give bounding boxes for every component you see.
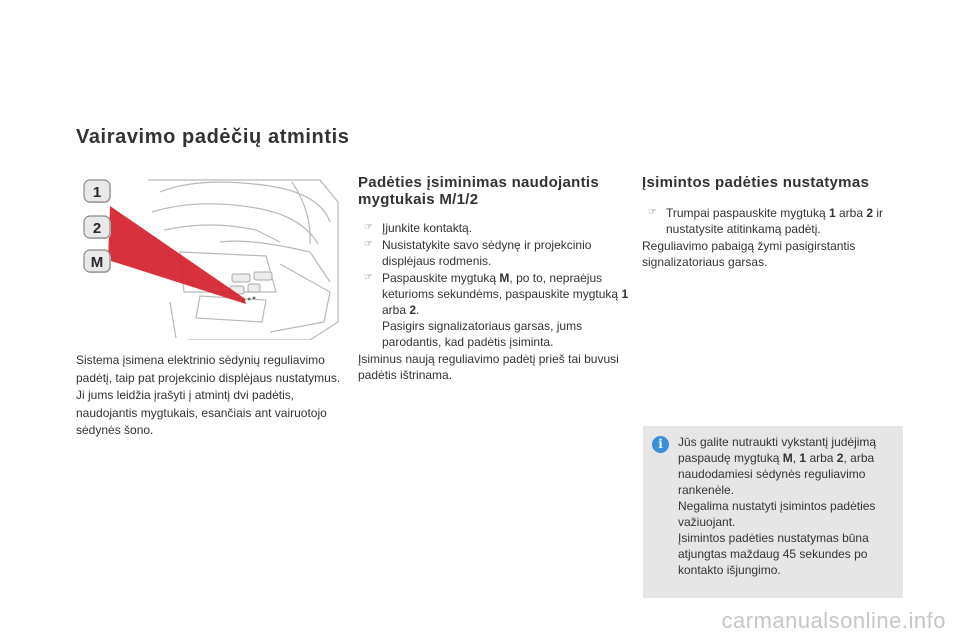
bullet-arrow-icon: ☞ <box>364 222 373 233</box>
recall-step-1: ☞ Trumpai paspauskite mygtuką 1 arba 2 ir nustatysite atitinkamą padėtį. <box>648 206 884 236</box>
button-1-label: 1 <box>92 184 102 201</box>
button-m-label: M <box>90 254 104 271</box>
save-section-note: Įsiminus naują reguliavimo padėtį prieš tai buvusi padėtis ištrinama. <box>358 352 619 382</box>
info-paragraph-1: Jūs galite nutraukti vykstantį judėjimą paspaudę mygtuką M, 1 arba 2, arba naudodamiesi sėdynės reguliavimo rankenėle. <box>678 435 877 497</box>
info-box <box>643 426 903 598</box>
bullet-arrow-icon: ☞ <box>364 239 373 250</box>
page-title: Vairavimo padėčių atmintis <box>76 126 350 148</box>
watermark: carmanualsonline.info <box>721 608 946 633</box>
info-paragraph-3: Įsimintos padėties nustatymas būna atjungtas maždaug 45 sekundes po kontakto išjungimo. <box>678 531 869 577</box>
save-step-2: ☞ Nusistatykite savo sėdynę ir projekcinio displėjaus rodmenis. <box>364 238 592 268</box>
save-step-3: ☞ Paspauskite mygtuką M, po to, nepraėjus keturioms sekundėms, paspauskite mygtuką 1 arba 2. Pasigirs signalizatoriaus garsas, jums parodantis, kad padėtis įsiminta. <box>364 271 629 349</box>
info-paragraph-2: Negalima nustatyti įsimintos padėties važiuojant. <box>678 499 876 529</box>
recall-section-note: Reguliavimo pabaigą žymi pasigirstantis signalizatoriaus garsas. <box>642 239 856 269</box>
info-text <box>678 434 896 578</box>
recall-position-section <box>642 174 907 270</box>
recall-section-heading: Įsimintos padėties nustatymas <box>642 174 870 191</box>
save-section-heading: Padėties įsiminimas naudojantis mygtukais M/1/2 <box>358 174 600 208</box>
button-2-label: 2 <box>92 220 102 237</box>
save-step-1: ☞ Įjunkite kontaktą. <box>364 221 473 235</box>
seat-memory-illustration <box>80 172 342 340</box>
info-icon: i <box>652 436 669 453</box>
bullet-arrow-icon: ☞ <box>648 207 657 218</box>
bullet-arrow-icon: ☞ <box>364 272 373 283</box>
save-position-section <box>358 174 633 383</box>
callout-wedge <box>108 206 246 304</box>
intro-paragraph: Sistema įsimena elektrinio sėdynių reguliavimo padėtį, taip pat projekcinio displėjaus nustatymus. Ji jums leidžia įrašyti į atmintį dvi padėtis, naudojantis mygtukais, esančiais ant vairuotojo sėdynės šono. <box>76 353 341 437</box>
